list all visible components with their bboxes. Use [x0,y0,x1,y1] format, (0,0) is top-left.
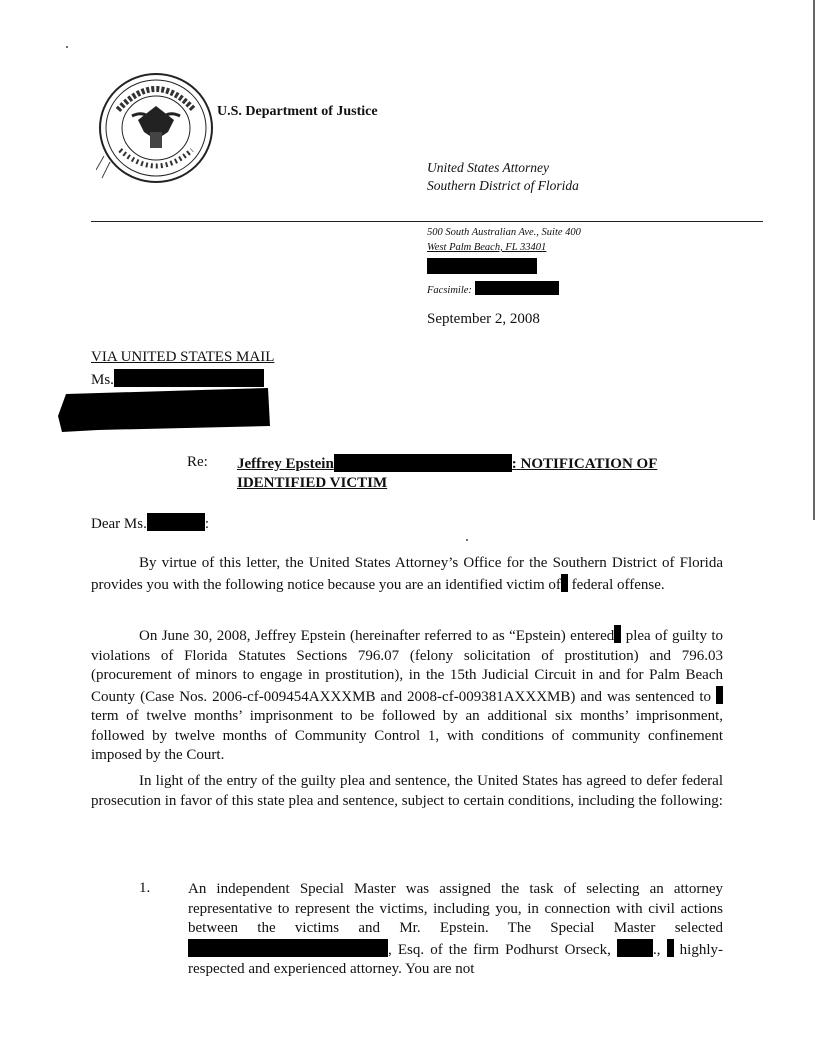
list-item-1 [188,880,723,980]
agency-name: U.S. Department of Justice [217,104,378,119]
p1-text-a: By virtue of this letter, the United States Attorney’s Office for the Southern District of Florida provides you with the following notice because you are an identified victim of [91,555,723,593]
p2-text-a: On June 30, 2008, Jeffrey Epstein (hereinafter referred to as “Epstein) entered [139,628,615,644]
p3-text: In light of the entry of the guilty plea and sentence, the United States has agreed to defer federal prosecution in favor of this state plea and sentence, subject to certain conditions, including the following: [91,773,723,809]
recipient-prefix: Ms. [91,372,114,388]
list-text-c: ., [652,941,667,958]
address-line-1: 500 South Australian Ave., Suite 400 [427,227,581,238]
redacted-phone [427,255,581,279]
redacted-attorney-name [188,939,388,957]
scan-speck [466,539,468,541]
redacted-word [561,574,568,592]
scan-margin-line [813,0,815,520]
p2-text-b: plea of guilty to violations of Florida Statutes Sections 796.07 (felony solicitation of prostitution) and 796.03 (procurement of minors to engage in prostitution), in the 15th Judicial Circuit in and for Palm Beach County (Case Nos. 2006-cf-009454AXXXMB and 2008-cf-009381AXXXMB) and was sentenced to [91,628,723,705]
redacted-recipient-name [114,369,264,387]
subject-line-1: Jeffrey Epstein : NOTIFICATION OF [237,456,658,472]
redacted-case-number [334,454,512,472]
redacted-word [716,686,723,704]
p1-text-b: federal offense. [571,576,665,593]
scan-speck [66,46,68,48]
facsimile-line [427,281,581,298]
greeting: Dear Ms. : [91,513,209,533]
list-item-number: 1. [139,880,151,896]
facsimile-label: Facsimile: [427,285,472,296]
redacted-greeting-name [147,513,205,531]
p2-text-c: term of twelve months’ imprisonment to be followed by an additional six months’ imprisonment, followed by twelve months of Community Control 1, with conditions of community confinement imposed by the Court. [91,708,723,763]
delivery-method: VIA UNITED STATES MAIL [91,349,275,365]
address-line-2: West Palm Beach, FL 33401 [427,242,547,253]
office-line-1: United States Attorney [427,160,549,175]
letter-date: September 2, 2008 [427,311,540,327]
re-label: Re: [187,454,208,470]
doj-seal-logo [96,70,216,186]
redacted-firm-name [617,939,653,957]
address-block [427,225,581,298]
header-divider [91,221,763,222]
paragraph-3 [91,772,723,811]
subject-name: Jeffrey Epstein [237,456,334,472]
subject-line [237,454,697,493]
redacted-fax [475,281,559,295]
list-text-a: An independent Special Master was assigned the task of selecting an attorney representative to represent the victims, including you, in connection with civil actions between the victims and Mr. Epstein. The Special Master selected [188,881,723,936]
redacted-recipient-address [58,386,270,432]
office-line-2: Southern District of Florida [427,178,579,193]
list-text-b: , Esq. of the firm Podhurst Orseck, [388,941,611,958]
paragraph-1 [91,554,723,595]
redacted-word [614,625,621,643]
greeting-prefix: Dear Ms. [91,516,147,532]
subject-title-2: IDENTIFIED VICTIM [237,475,388,491]
office-block [427,159,579,195]
redacted-word [667,939,674,957]
paragraph-2 [91,625,723,766]
subject-title-1: NOTIFICATION OF [520,456,658,472]
list-text-d: highly-respected and experienced attorney. You are not [188,941,724,977]
